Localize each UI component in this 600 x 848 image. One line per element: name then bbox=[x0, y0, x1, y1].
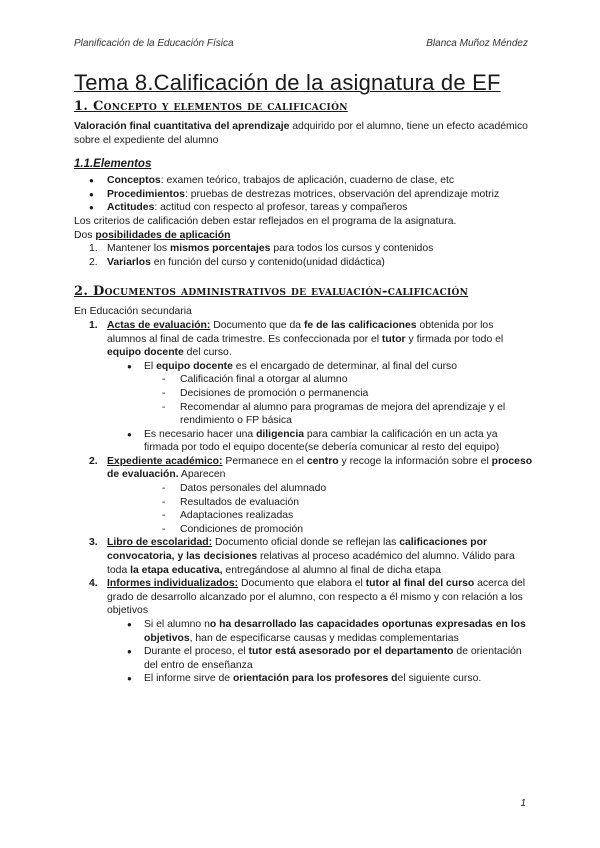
elements-list bbox=[74, 174, 534, 215]
list-item: - Recomendar al alumno para programas de mejora del aprendizaje y el rendimiento o FP básica bbox=[74, 401, 534, 428]
application-intro: Dos posibilidades de aplicación bbox=[74, 229, 231, 241]
list-item: ● Conceptos: examen teórico, trabajos de aplicación, cuaderno de clase, etc bbox=[74, 174, 534, 188]
page-title: Tema 8.Calificación de la asignatura de EF bbox=[74, 70, 501, 95]
list-item: ● El equipo docente es el encargado de determinar, al final del curso bbox=[74, 360, 534, 374]
list-item: - Calificación final a otorgar al alumno bbox=[74, 373, 534, 387]
list-item: 1. Mantener los mismos porcentajes para todos los cursos y contenidos bbox=[89, 243, 434, 255]
list-item: ● Si el alumno no ha desarrollado las capacidades oportunas expresadas en los objetivos, han de especificarse causas y medidas complementarias bbox=[74, 618, 534, 645]
page-number: 1 bbox=[520, 798, 526, 809]
document-informes: 4. Informes individualizados: Documento que elabora el tutor al final del curso acerca del grado de desarrollo alcanzado por el alumno, con respecto a él mismo y con relación a los objetivos bbox=[89, 578, 526, 617]
subsection-elements-heading: 1.1.Elementos bbox=[74, 158, 152, 171]
section-2-intro: En Educación secundaria bbox=[74, 306, 192, 318]
list-item: ● Procedimientos: pruebas de destrezas motrices, observación del aprendizaje motriz bbox=[74, 188, 534, 202]
list-item: - Decisiones de promoción o permanencia bbox=[74, 387, 534, 401]
list-item: - Datos personales del alumnado bbox=[74, 482, 534, 496]
list-item: - Condiciones de promoción bbox=[74, 523, 534, 537]
document-actas: 1. Actas de evaluación: Documento que da fe de las calificaciones obtenida por los alumnos al final de cada trimestre. Es confeccionada por el tutor y firmada por todo el equipo docente del curso. bbox=[89, 319, 504, 359]
criteria-text: Los criterios de calificación deben estar reflejados en el programa de la asignatura. bbox=[74, 215, 457, 227]
list-item: ● Es necesario hacer una diligencia para cambiar la calificación en un acta ya firmada por todo el equipo docente(se debería comunicar al resto del equipo) bbox=[74, 428, 534, 455]
section-2-heading: 2. Documentos administrativos de evaluación-calificación bbox=[74, 284, 469, 300]
header-author: Blanca Muñoz Méndez bbox=[426, 38, 528, 49]
document-libro-escolaridad: 3. Libro de escolaridad: Documento oficial donde se reflejan las calificaciones por convocatoria, y las decisiones relativas al proceso académico del alumno. Válido para toda la etapa educativa, entregándose al alumno al final de dicha etapa bbox=[89, 537, 515, 576]
section-1-heading: 1. Concepto y elementos de calificación bbox=[74, 99, 348, 114]
section-1-intro: Valoración final cuantitativa del aprendizaje adquirido por el alumno, tiene un efecto académico sobre el expediente del alumno bbox=[74, 121, 528, 146]
document-expediente: 2. Expediente académico: Permanece en el centro y recoge la información sobre el proceso de evaluación. Aparecen bbox=[89, 455, 533, 481]
application-options bbox=[74, 242, 534, 269]
page-content bbox=[74, 70, 534, 686]
header-subject: Planificación de la Educación Física bbox=[74, 38, 234, 49]
list-item: 2. Variarlos en función del curso y contenido(unidad didáctica) bbox=[89, 256, 385, 268]
list-item: ● El informe sirve de orientación para los profesores del siguiente curso. bbox=[74, 672, 534, 686]
list-item: - Resultados de evaluación bbox=[74, 496, 534, 510]
list-item: - Adaptaciones realizadas bbox=[74, 509, 534, 523]
list-item: ● Actitudes: actitud con respecto al profesor, tareas y compañeros bbox=[74, 201, 534, 215]
list-item: ● Durante el proceso, el tutor está asesorado por el departamento de orientación del entro de enseñanza bbox=[74, 645, 534, 672]
